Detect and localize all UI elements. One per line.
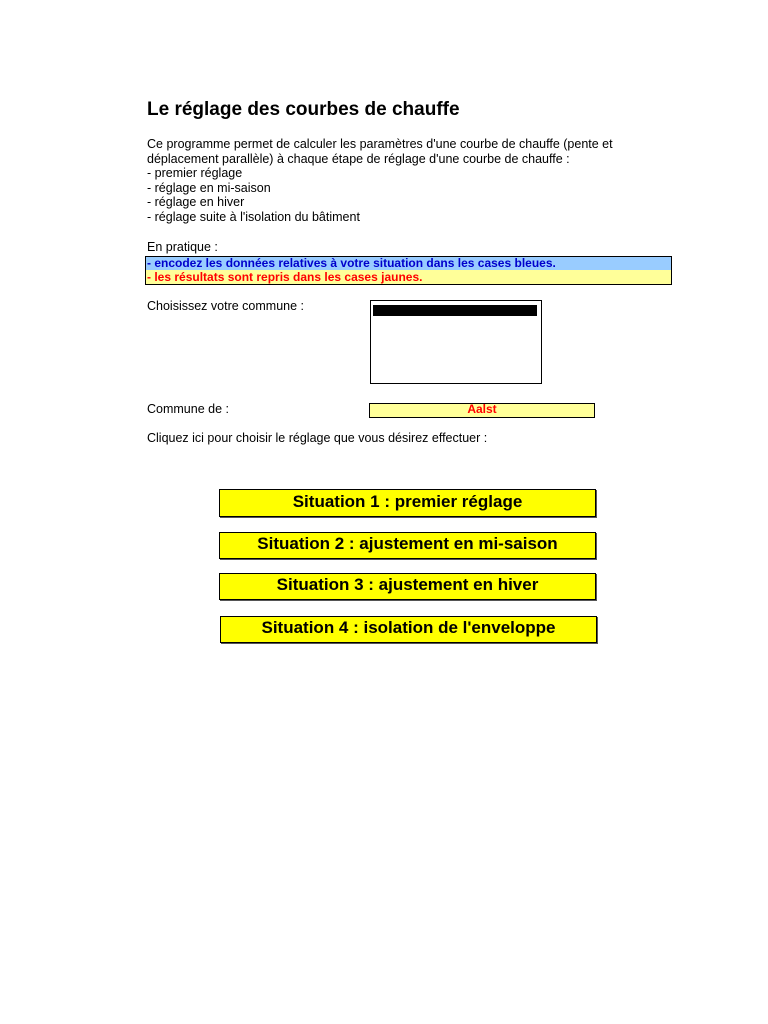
situation-2-button[interactable]: Situation 2 : ajustement en mi-saison [219,532,596,559]
yellow-instruction: - les résultats sont repris dans les cases jaunes. [145,270,672,285]
page-title: Le réglage des courbes de chauffe [147,99,460,120]
click-prompt: Cliquez ici pour choisir le réglage que vous désirez effectuer : [147,431,488,445]
commune-value: Aalst [369,403,595,418]
commune-label: Commune de : [147,402,229,416]
list-item: - réglage suite à l'isolation du bâtiment [147,210,360,225]
intro-text [147,137,687,166]
practice-label: En pratique : [147,240,218,254]
choose-commune-label: Choisissez votre commune : [147,299,305,313]
intro-paragraph: Ce programme permet de calculer les paramètres d'une courbe de chauffe (pente et déplacement parallèle) à chaque étape de réglage d'une courbe de chauffe : [147,137,613,166]
list-item: - réglage en hiver [147,195,245,210]
situation-3-button[interactable]: Situation 3 : ajustement en hiver [219,573,596,600]
situation-4-button[interactable]: Situation 4 : isolation de l'enveloppe [220,616,597,643]
selected-list-item[interactable] [373,305,537,316]
blue-instruction: - encodez les données relatives à votre situation dans les cases bleues. [145,256,672,271]
list-item: - réglage en mi-saison [147,180,271,195]
steps-list [147,166,360,225]
situation-1-button[interactable]: Situation 1 : premier réglage [219,489,596,517]
list-item: - premier réglage [147,166,243,180]
commune-listbox[interactable] [370,300,542,384]
